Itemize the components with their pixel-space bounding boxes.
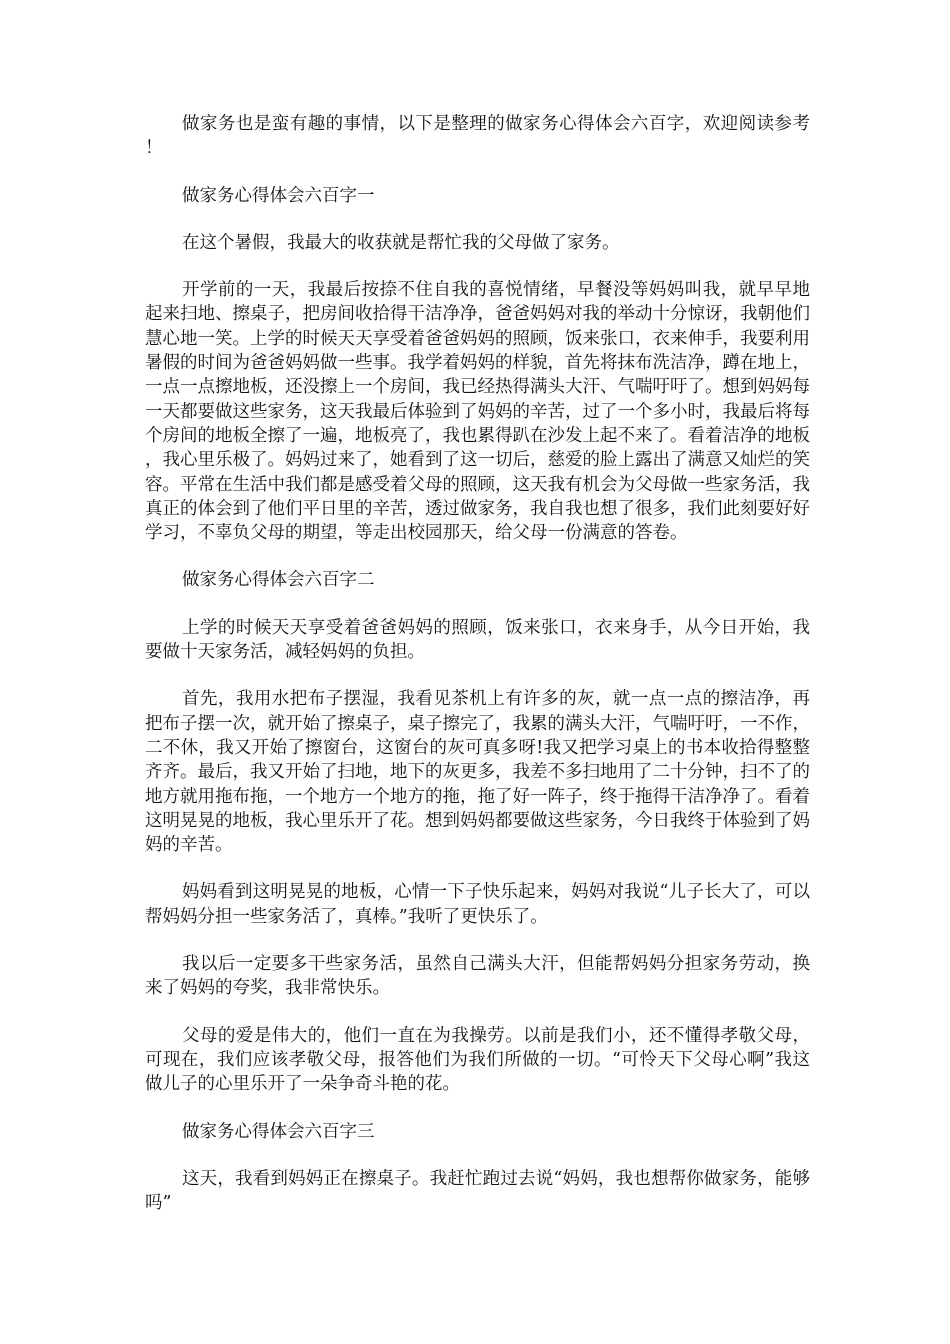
body-paragraph: 首先，我用水把布子摆湿，我看见茶机上有许多的灰，就一点一点的擦洁净，再把布子摆一次，就开始了擦桌子，桌子擦完了，我累的满头大汗，气喘吁吁，一不作，二不休，我又开始了擦窗台，这窗台的灰可真多呀!我又把学习桌上的书本收拾得整整齐齐。最后，我又开始了扫地，地下的灰更多，我差不多扫地用了二十分钟，扫不了的地方就用拖布拖，一个地方一个地方的拖，拖了好一阵子，终于拖得干洁净净了。看着这明晃晃的地板，我心里乐开了花。想到妈妈都要做这些家务，今日我终于体验到了妈妈的辛苦。 (145, 689, 810, 856)
section-heading-1: 做家务心得体会六百字一 (182, 185, 375, 206)
body-paragraph: 这天，我看到妈妈正在擦桌子。我赶忙跑过去说“妈妈，我也想帮你做家务，能够吗” (145, 1168, 810, 1214)
body-paragraph: 妈妈看到这明晃晃的地板，心情一下子快乐起来，妈妈对我说“儿子长大了，可以帮妈妈分担一些家务活了，真棒。”我听了更快乐了。 (145, 882, 810, 927)
body-paragraph: 父母的爱是伟大的，他们一直在为我操劳。以前是我们小，还不懂得孝敬父母，可现在，我们应该孝敬父母，报答他们为我们所做的一切。“可怜天下父母心啊”我这做儿子的心里乐开了一朵争奇斗艳的花。 (145, 1025, 810, 1095)
body-paragraph: 开学前的一天，我最后按捺不住自我的喜悦情绪，早餐没等妈妈叫我，就早早地起来扫地、擦桌子，把房间收拾得干洁净净，爸爸妈妈对我的举动十分惊讶，我朝他们慧心地一笑。上学的时候天天享受着爸爸妈妈的照顾，饭来张口，衣来伸手，我要利用暑假的时间为爸爸妈妈做一些事。我学着妈妈的样貌，首先将抹布洗洁净，蹲在地上，一点一点擦地板，还没擦上一个房间，我已经热得满头大汗、气喘吁吁了。想到妈妈每一天都要做这些家务，这天我最后体验到了妈妈的辛苦，过了一个多小时，我最后将每个房间的地板全擦了一遍，地板亮了，我也累得趴在沙发上起不来了。看着洁净的地板，我心里乐极了。妈妈过来了，她看到了这一切后，慈爱的脸上露出了满意又灿烂的笑容。平常在生活中我们都是感受着父母的照顾，这天我有机会为父母做一些家务活，我真正的体会到了他们平日里的辛苦，透过做家务，我自我也想了很多，我们此刻要好好学习，不辜负父母的期望，等走出校园那天，给父母一份满意的答卷。 (145, 280, 810, 544)
body-paragraph: 上学的时候天天享受着爸爸妈妈的照顾，饭来张口，衣来身手，从今日开始，我要做十天家务活，减轻妈妈的负担。 (145, 617, 810, 663)
body-paragraph: 我以后一定要多干些家务活，虽然自己满头大汗，但能帮妈妈分担家务劳动，换来了妈妈的夸奖，我非常快乐。 (145, 954, 810, 999)
document-body (145, 112, 810, 1238)
section-heading-3: 做家务心得体会六百字三 (182, 1121, 375, 1142)
section-heading-2: 做家务心得体会六百字二 (182, 570, 375, 591)
intro-paragraph: 做家务也是蛮有趣的事情，以下是整理的做家务心得体会六百字，欢迎阅读参考！ (145, 114, 810, 159)
body-paragraph: 在这个暑假，我最大的收获就是帮忙我的父母做了家务。 (182, 232, 620, 253)
